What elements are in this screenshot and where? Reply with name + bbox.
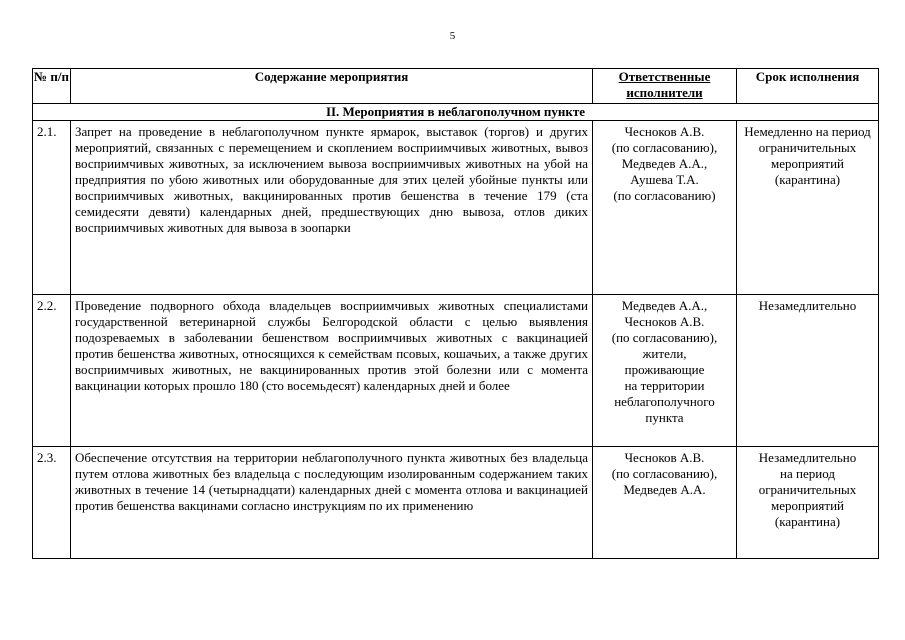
section-row bbox=[33, 104, 879, 121]
header-deadline: Срок исполнения bbox=[737, 69, 879, 104]
row-number: 2.1. bbox=[33, 121, 71, 295]
table-row bbox=[33, 295, 879, 447]
header-number: № п/п bbox=[33, 69, 71, 104]
deadline-line: мероприятий bbox=[771, 498, 844, 513]
section-title: II. Мероприятия в неблагополучном пункте bbox=[33, 104, 879, 121]
deadline-line: Незамедлительно bbox=[758, 450, 857, 465]
responsible-line: (по согласованию), bbox=[611, 330, 718, 345]
responsible-line: Чесноков А.В. bbox=[624, 124, 705, 139]
row-content: Обеспечение отсутствия на территории неблагополучного пункта животных без владельца путем отлова животных без владельца с последующим изолированным содержанием таких животных в течение 14 (четырнадцати) календарных дней с момента отлова и вакцинацией против бешенства вакцинами согласно инструкциям по их применению bbox=[71, 447, 593, 559]
header-responsible: Ответственные исполнители bbox=[593, 69, 737, 104]
row-number: 2.2. bbox=[33, 295, 71, 447]
responsible-line: неблагополучного bbox=[614, 394, 715, 409]
table-row bbox=[33, 121, 879, 295]
responsible-line: Медведев А.А., bbox=[621, 156, 708, 171]
deadline-line: ограничительных bbox=[758, 482, 857, 497]
deadline-line: мероприятий bbox=[771, 156, 844, 171]
deadline-line: на период bbox=[780, 466, 835, 481]
deadline-line: ограничительных bbox=[758, 140, 857, 155]
responsible-line: (по согласованию) bbox=[613, 188, 716, 203]
responsible-line: Медведев А.А., bbox=[621, 298, 708, 313]
table-row bbox=[33, 447, 879, 559]
row-responsible bbox=[593, 295, 737, 447]
responsible-line: Чесноков А.В. bbox=[624, 314, 705, 329]
header-content: Содержание мероприятия bbox=[71, 69, 593, 104]
row-deadline bbox=[737, 447, 879, 559]
row-responsible bbox=[593, 121, 737, 295]
deadline-line: (карантина) bbox=[774, 172, 841, 187]
row-content: Проведение подворного обхода владельцев восприимчивых животных специалистами государственной ветеринарной службы Белгородской области с целью выявления подозреваемых в заболевании бешенством восприимчивых животных с вакцинацией против бешенства животных, относящихся к семействам псовых, кошачьих, а также других восприимчивых животных, не вакцинированных против этой болезни или с момента вакцинации которых прошло 180 (сто восемьдесят) календарных дней и более bbox=[71, 295, 593, 447]
row-content: Запрет на проведение в неблагополучном пункте ярмарок, выставок (торгов) и других мероприятий, связанных с перемещением и скоплением восприимчивых животных, вывоз восприимчивых животных, за исключением вывоза восприимчивых животных на убой на предприятия по убою животных или оборудованные для этих целей убойные пункты или восприимчивых животных, вакцинированных против бешенства в течение 179 (ста семидесяти девяти) календарных дней, предшествующих дню вывоза, отлов диких восприимчивых животных для вывоза в зоопарки bbox=[71, 121, 593, 295]
deadline-line: Незамедлительно bbox=[758, 298, 857, 313]
row-number: 2.3. bbox=[33, 447, 71, 559]
row-deadline bbox=[737, 295, 879, 447]
responsible-line: проживающие bbox=[624, 362, 705, 377]
responsible-line: Медведев А.А. bbox=[623, 482, 706, 497]
responsible-line: Чесноков А.В. bbox=[624, 450, 705, 465]
table-header-row bbox=[33, 69, 879, 104]
deadline-line: Немедленно на период bbox=[744, 124, 871, 139]
deadline-line: (карантина) bbox=[774, 514, 841, 529]
responsible-line: (по согласованию), bbox=[611, 140, 718, 155]
responsible-line: пункта bbox=[645, 410, 684, 425]
responsible-line: на территории bbox=[624, 378, 705, 393]
events-table bbox=[32, 68, 879, 559]
responsible-line: (по согласованию), bbox=[611, 466, 718, 481]
row-deadline bbox=[737, 121, 879, 295]
responsible-line: жители, bbox=[642, 346, 687, 361]
responsible-line: Аушева Т.А. bbox=[630, 172, 699, 187]
page-number: 5 bbox=[449, 30, 456, 42]
row-responsible bbox=[593, 447, 737, 559]
